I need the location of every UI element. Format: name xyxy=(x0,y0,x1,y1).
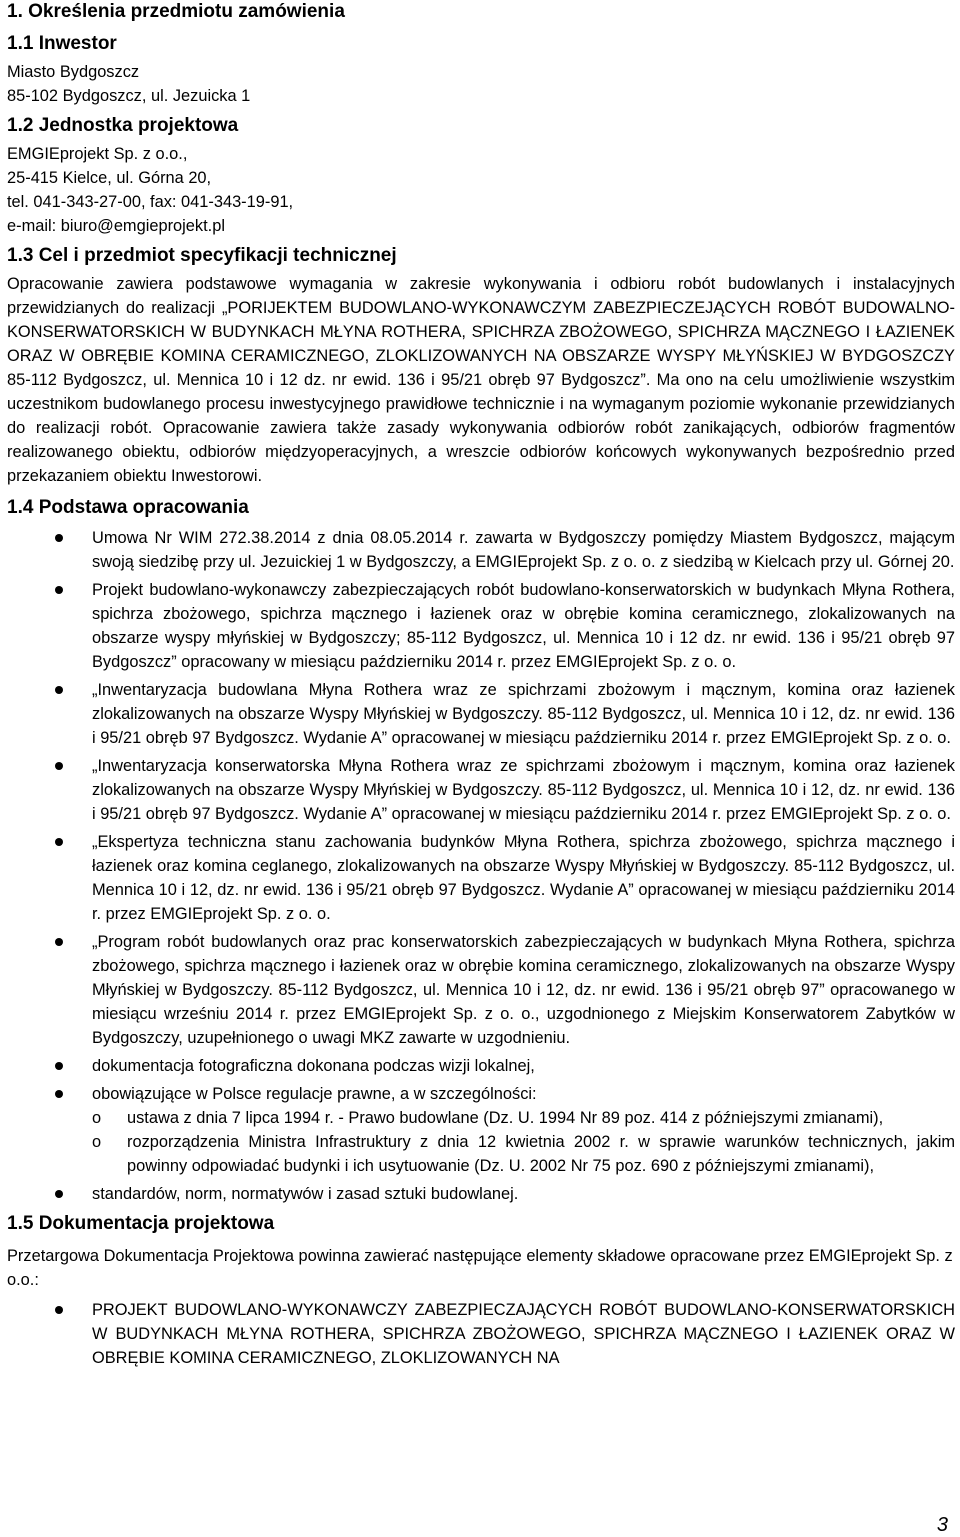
sub-list-item: o ustawa z dnia 7 lipca 1994 r. - Prawo budowlane (Dz. U. 1994 Nr 89 poz. 414 z późniejszymi zmianami), xyxy=(7,1106,955,1130)
section-1-5-body: Przetargowa Dokumentacja Projektowa powinna zawierać następujące elementy składowe opracowane przez EMGIEprojekt Sp. z o.o.: xyxy=(7,1247,953,1289)
section-heading-1-5: 1.5 Dokumentacja projektowa xyxy=(7,1213,275,1234)
list-item: obowiązujące w Polsce regulacje prawne, a w szczególności: o ustawa z dnia 7 lipca 1994 r. - Prawo budowlane (Dz. U. 1994 Nr 89 poz. 414 z późniejszymi zmianami), o rozporządzenia Ministra Infrastruktury z dnia 12 kwietnia 2002 r. w sprawie warunków technicznych, jakim powinny odpowiadać budynki i ich usytuowanie (Dz. U. 2002 Nr 75 poz. 690 z późniejszymi zmianami), xyxy=(7,1082,955,1178)
list-item: „Program robót budowlanych oraz prac konserwatorskich zabezpieczających w budynkach Młyna Rothera, spichrza zbożowego, spichrza mącznego i łazienek oraz w obrębie komina ceramicznego, zlokalizowanych na obszarze Wyspy Młyńskiej w Bydgoszczy. 85-112 Bydgoszcz, ul. Mennica 10 i 12, dz. nr ewid. 136 i 95/21 obręb 97” opracowanego w miesiącu wrześniu 2014 r. przez EMGIEprojekt Sp. z o. o., uzgodnionego z Miejskim Konserwatorem Zabytków w Bydgoszczy, uzupełnionego o uwagi MKZ zawarte w uzgodnieniu. xyxy=(7,930,955,1050)
list-item: Umowa Nr WIM 272.38.2014 z dnia 08.05.2014 r. zawarta w Bydgoszczy pomiędzy Miastem Bydgoszcz, mającym swoją siedzibę przy ul. Jezuickiej 1 w Bydgoszczy, a EMGIEprojekt Sp. z o. o. z siedzibą w Kielcach przy ul. Górnej 20. xyxy=(7,526,955,574)
documentation-list xyxy=(7,1298,955,1370)
bullet-icon xyxy=(55,686,63,694)
list-item: Projekt budowlano-wykonawczy zabezpieczających robót budowlano-konserwatorskich w budynkach Młyna Rothera, spichrza zbożowego, spichrza mącznego i łazienek oraz w obrębie komina ceramicznego, zlokalizowanych na obszarze wyspy młyńskiej w Bydgoszczy; 85-112 Bydgoszcz, ul. Mennica 10 i 12 dz. nr ewid. 136 i 95/21 obręb 97 Bydgoszcz” opracowany w miesiącu październiku 2014 r. przez EMGIEprojekt Sp. z o. o. xyxy=(7,578,955,674)
basis-list xyxy=(7,526,955,1206)
list-item: PROJEKT BUDOWLANO-WYKONAWCZY ZABEZPIECZAJĄCYCH ROBÓT BUDOWLANO-KONSERWATORSKICH W BUDYNKACH MŁYNA ROTHERA, SPICHRZA ZBOŻOWEGO, SPICHRZA MĄCZNEGO I ŁAZIENEK ORAZ W OBRĘBIE KOMINA CERAMICZNEGO, ZLOKLIZOWANYCH NA xyxy=(7,1298,955,1370)
list-item: „Ekspertyza techniczna stanu zachowania budynków Młyna Rothera, spichrza zbożowego, spichrza mącznego i łazienek oraz komina ceglanego, zlokalizowanych na obszarze Wyspy Młyńskiej w Bydgoszczy. 85-112 Bydgoszcz, ul. Mennica 10 i 12, dz. nr ewid. 136 i 95/21 obręb 97 Bydgoszcz. Wydanie A” opracowanej w miesiącu październiku 2014 r. przez EMGIEprojekt Sp. z o. o. xyxy=(7,830,955,926)
list-item: dokumentacja fotograficzna dokonana podczas wizji lokalnej, xyxy=(7,1054,955,1078)
bullet-icon xyxy=(55,1090,63,1098)
investor-line-1: Miasto Bydgoszcz xyxy=(7,63,140,81)
section-1-3-body: Opracowanie zawiera podstawowe wymagania w zakresie wykonywania i odbioru robót budowlanych i instalacyjnych przewidzianych do realizacji „PORIJEKTEM BUDOWLANO-WYKONAWCZYM ZABEZPIECZEJĄCYCH ROBÓT BUDOWALNO-KONSERWATORSKICH W BUDYNKACH MŁYNA ROTHERA, SPICHRZA ZBOŻOWEGO, SPICHRZA MĄCZNEGO I ŁAZIENEK ORAZ W OBRĘBIE KOMINA CERAMICZNEGO, ZLOKLIZOWANYCH NA OBSZARZE WYSPY MŁYŃSKIEJ W BYDGOSZCZY 85-112 Bydgoszcz, ul. Mennica 10 i 12 dz. nr ewid. 136 i 95/21 obręb 97 Bydgoszcz”. Ma ono na celu umożliwienie wszystkim uczestnikom budowlanego procesu inwestycyjnego prawidłowe technicznie i na wymaganym poziomie wykonanie przewidzianych do realizacji robót. Opracowanie zawiera także zasady wykonywania odbiorów robót zanikających, odbiorów fragmentów realizowanego obiektu, odbiorów międzyoperacyjnych, a wreszcie odbiorów końcowych wykonywanych bezpośrednio przed przekazaniem obiektu Inwestorowi. xyxy=(7,275,955,485)
section-heading-1-4: 1.4 Podstawa opracowania xyxy=(7,497,249,518)
bullet-icon xyxy=(55,938,63,946)
circle-bullet-icon: o xyxy=(92,1109,102,1127)
list-item: standardów, norm, normatywów i zasad sztuki budowlanej. xyxy=(7,1182,955,1206)
bullet-icon xyxy=(55,586,63,594)
section-heading-1-2: 1.2 Jednostka projektowa xyxy=(7,115,239,136)
circle-bullet-icon: o xyxy=(92,1133,102,1151)
designer-line-3: tel. 041-343-27-00, fax: 041-343-19-91, xyxy=(7,193,294,211)
bullet-icon xyxy=(55,1306,63,1314)
page-number: 3 xyxy=(936,1514,948,1536)
regulations-sublist xyxy=(7,1106,955,1178)
designer-line-4: e-mail: biuro@emgieprojekt.pl xyxy=(7,217,225,235)
document-page xyxy=(7,0,955,1374)
section-heading-1-1: 1.1 Inwestor xyxy=(7,33,117,54)
bullet-icon xyxy=(55,1190,63,1198)
designer-line-2: 25-415 Kielce, ul. Górna 20, xyxy=(7,169,212,187)
investor-line-2: 85-102 Bydgoszcz, ul. Jezuicka 1 xyxy=(7,87,251,105)
list-item: „Inwentaryzacja konserwatorska Młyna Rothera wraz ze spichrzami zbożowym i mącznym, komina oraz łazienek zlokalizowanych na obszarze Wyspy Młyńskiej w Bydgoszczy. 85-112 Bydgoszcz, ul. Mennica 10 i 12, dz. nr ewid. 136 i 95/21 obręb 97 Bydgoszcz. Wydanie A” opracowanej w miesiącu październiku 2014 r. przez EMGIEprojekt Sp. z o. o. xyxy=(7,754,955,826)
section-heading-1-3: 1.3 Cel i przedmiot specyfikacji technicznej xyxy=(7,245,397,266)
section-heading-1: 1. Określenia przedmiotu zamówienia xyxy=(7,1,345,22)
sub-list-item: o rozporządzenia Ministra Infrastruktury z dnia 12 kwietnia 2002 r. w sprawie warunków technicznych, jakim powinny odpowiadać budynki i ich usytuowanie (Dz. U. 2002 Nr 75 poz. 690 z późniejszymi zmianami), xyxy=(7,1130,955,1178)
bullet-icon xyxy=(55,838,63,846)
bullet-icon xyxy=(55,762,63,770)
bullet-icon xyxy=(55,534,63,542)
designer-line-1: EMGIEprojekt Sp. z o.o., xyxy=(7,145,188,163)
bullet-icon xyxy=(55,1062,63,1070)
list-item: „Inwentaryzacja budowlana Młyna Rothera wraz ze spichrzami zbożowym i mącznym, komina oraz łazienek zlokalizowanych na obszarze Wyspy Młyńskiej w Bydgoszczy. 85-112 Bydgoszcz, ul. Mennica 10 i 12, dz. nr ewid. 136 i 95/21 obręb 97 Bydgoszcz. Wydanie A” opracowanej w miesiącu październiku 2014 r. przez EMGIEprojekt Sp. z o. o. xyxy=(7,678,955,750)
